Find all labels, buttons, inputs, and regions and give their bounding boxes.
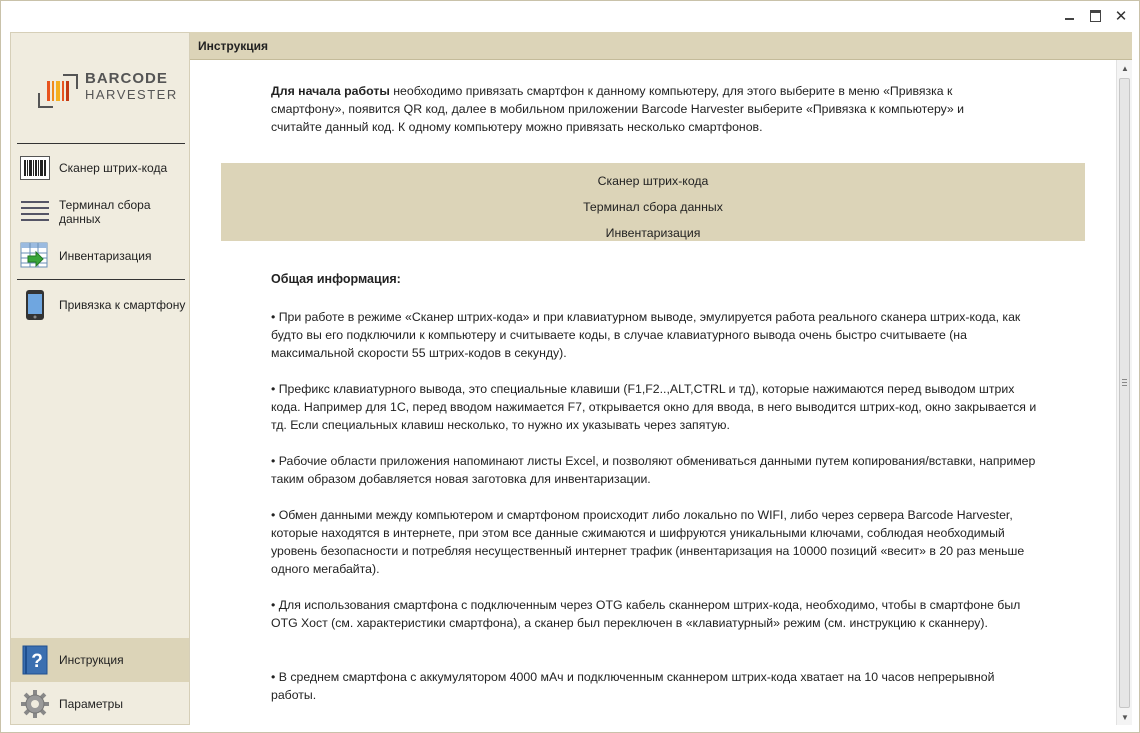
sidebar-item-settings[interactable]	[11, 682, 189, 726]
link-barcode-scanner[interactable]: Сканер штрих-кода	[597, 174, 709, 188]
svg-text:?: ?	[31, 651, 43, 672]
close-icon: ✕	[1114, 8, 1128, 25]
title-bar	[1, 1, 1139, 31]
sidebar-item-inventory[interactable]	[11, 234, 189, 278]
page-header	[190, 32, 1132, 60]
sidebar-separator	[17, 279, 185, 280]
quick-links-panel	[221, 163, 1085, 241]
logo-text	[85, 71, 178, 103]
barcode-icon	[19, 152, 51, 184]
intro-bold: Для начала работы	[271, 84, 390, 98]
info-paragraph: • При работе в режиме «Сканер штрих-кода» и при клавиатурном выводе, эмулируется работа реального сканера штрих-кода, как будто вы его подключили к компьютеру и считываете коды, в случае клавиатурного вывода очень быстро считываете (на максимальной скорости 55 штрих-кодов в секунду).	[271, 310, 1021, 360]
close-button[interactable]	[1109, 7, 1133, 25]
intro-text: необходимо привязать смартфон к данному компьютеру, для этого выберите в меню «Привязка к смартфону», появится QR код, далее в мобильном приложении Barcode Harvester выберите «Привязка к компьютеру» и считайте данный код. К одному компьютеру можно привязать несколько смартфонов.	[271, 84, 965, 134]
instruction-content	[190, 60, 1116, 725]
sidebar-item-label: Параметры	[59, 697, 123, 711]
scroll-up-button[interactable]	[1117, 60, 1133, 76]
info-paragraph: • Обмен данными между компьютером и смартфоном происходит либо локально по WIFI, либо через сервера Barcode Harvester, которые находятся в интернете, при этом все данные сжимаются и шифруются уникальными ключами, соблюдая необходимый уровень безопасности и потребляя несущественный интернет трафик (инвентаризация на 10000 позиций «весит» в 20 раз меньше одного мегабайта).	[271, 508, 1025, 576]
info-paragraph: • Для использования смартфона с подключенным через OTG кабель сканнером штрих-кода, необходимо, чтобы в смартфоне был OTG Хост (см. характеристики смартфона), а сканер был переключен в «клавиатурный» режим (см. инструкцию к сканнеру).	[271, 598, 1021, 630]
sidebar-item-label: Терминал сбора данных	[59, 198, 151, 226]
info-paragraph: • Префикс клавиатурного вывода, это специальные клавиши (F1,F2..,ALT,CTRL и тд), которые нажимаются перед выводом штрих кода. Например для 1С, перед вводом нажимается F7, открывается окно для ввода, в него выводится штрих-код, окно закрывается и тд. Если специальных клавиш несколько, то нужно их указывать через запятую.	[271, 382, 1037, 432]
app-logo	[37, 71, 177, 111]
maximize-icon	[1090, 10, 1101, 22]
link-data-terminal[interactable]: Терминал сбора данных	[583, 200, 723, 214]
sidebar-item-label: Инструкция	[59, 653, 124, 667]
barcode-logo-icon	[37, 73, 81, 109]
help-book-icon	[19, 644, 51, 676]
sidebar-item-instructions[interactable]	[11, 638, 189, 682]
arrow-down-icon: ▼	[1121, 712, 1129, 722]
sidebar-item-label: Сканер штрих-кода	[59, 161, 168, 175]
sidebar-item-label: Привязка к смартфону	[59, 298, 186, 312]
sidebar	[10, 32, 190, 725]
sidebar-item-barcode-scanner[interactable]	[11, 146, 189, 190]
intro-paragraph	[271, 82, 1011, 136]
link-inventory[interactable]: Инвентаризация	[605, 226, 701, 240]
smartphone-icon	[19, 289, 51, 321]
logo-line2: HARVESTER	[85, 87, 178, 102]
gear-icon	[19, 688, 51, 720]
sidebar-separator	[17, 143, 185, 144]
spreadsheet-icon	[19, 240, 51, 272]
arrow-up-icon: ▲	[1121, 63, 1129, 73]
info-paragraph: • В среднем смартфона с аккумулятором 4000 мАч и подключенным сканнером штрих-кода хватает на 10 часов непрерывной работы.	[271, 670, 995, 702]
page-title: Инструкция	[198, 39, 269, 53]
list-lines-icon	[19, 196, 51, 228]
grip-icon	[1122, 379, 1127, 388]
sidebar-item-smartphone-link[interactable]	[11, 283, 189, 327]
sidebar-item-data-terminal[interactable]	[11, 190, 189, 234]
scroll-down-button[interactable]	[1117, 709, 1133, 725]
logo-line1: BARCODE	[85, 70, 168, 87]
section-title: Общая информация:	[271, 272, 401, 286]
maximize-button[interactable]	[1083, 7, 1107, 25]
vertical-scrollbar[interactable]	[1116, 60, 1132, 725]
sidebar-item-label: Инвентаризация	[59, 249, 152, 263]
scroll-thumb[interactable]	[1119, 78, 1130, 708]
minimize-icon	[1065, 18, 1074, 20]
info-paragraph: • Рабочие области приложения напоминают листы Excel, и позволяют обмениваться данными путем копирования/вставки, например таким образом добавляется новая заготовка для инвентаризации.	[271, 454, 1036, 486]
minimize-button[interactable]	[1057, 7, 1081, 25]
